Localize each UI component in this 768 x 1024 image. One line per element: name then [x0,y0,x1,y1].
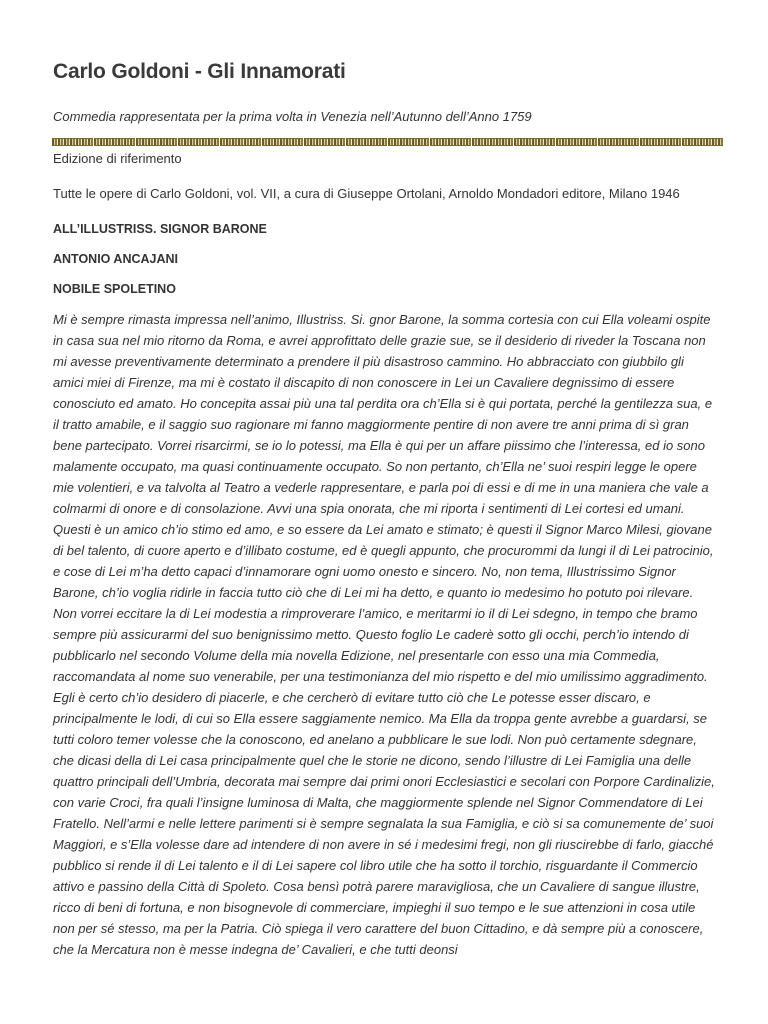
reference-citation: Tutte le opere di Carlo Goldoni, vol. VII, a cura di Giuseppe Ortolani, Arnoldo Mondadori editore, Milano 1946 [53,186,680,201]
ornament-segment [178,138,219,146]
page-title: Carlo Goldoni - Gli Innamorati [53,60,346,83]
ornament-segment [94,138,135,146]
ornament-segment [304,138,345,146]
ornament-segment [682,138,723,146]
ornament-segment [640,138,681,146]
ornament-segment [388,138,429,146]
subtitle: Commedia rappresentata per la prima volta in Venezia nell’Autunno dell’Anno 1759 [53,109,532,124]
ornamental-divider [52,138,723,146]
ornament-segment [346,138,387,146]
edition-label: Edizione di riferimento [53,151,182,166]
dedication-line-1: ALL’ILLUSTRISS. SIGNOR BARONE [53,222,267,236]
ornament-segment [556,138,597,146]
ornament-segment [220,138,261,146]
ornament-segment [472,138,513,146]
ornament-segment [430,138,471,146]
ornament-segment [52,138,93,146]
dedication-line-2: ANTONIO ANCAJANI [53,252,179,266]
ornament-segment [598,138,639,146]
dedication-line-3: NOBILE SPOLETINO [53,282,176,296]
ornament-segment [136,138,177,146]
ornament-segment [262,138,303,146]
ornament-segment [514,138,555,146]
dedication-letter-body: Mi è sempre rimasta impressa nell’animo, Illustriss. Si. gnor Barone, la somma cortesia con cui Ella voleami ospite in casa sua nel mio ritorno da Roma, e avrei approfittato delle grazie sue, se il desiderio di riveder la Toscana non mi avesse preventivamente determinato a prendere il più disastroso cammino. Ho abbracciato con giubbilo gli amici miei di Firenze, ma mi è costato il discapito di non conoscere in Lei un Cavaliere degnissimo di essere conosciuto ed amato. Ho concepita assai più una tal perdita ora ch’Ella si è qui portata, perché la gentilezza sua, e il tratto amabile, e il saggio suo ragionare mi fanno maggiormente pentire di non avere tre anni prima di sì gran bene partecipato. Vorrei risarcirmi, se io lo potessi, ma Ella è qui per un affare piissimo che l’interessa, ed io sono malamente occupato, ma quasi continuamente occupato. So non pertanto, ch’Ella ne’ suoi respiri legge le opere mie volentieri, e va talvolta al Teatro a vederle rappresentare, e parla poi di essi e di me in una maniera che vale a colmarmi di onore e di consolazione. Avvi una spia onorata, che mi riporta i sentimenti di Lei cortesi ed umani. Questi è un amico ch’io stimo ed amo, e so essere da Lei amato e stimato; è questi il Signor Marco Milesi, giovane di bel talento, di cuore aperto e d’illibato costume, ed è quegli appunto, che procurommi da lungi il di Lei patrocinio, e cose di Lei m’ha detto capaci d’innamorare ogni uomo onesto e sincero. No, non tema, Illustrissimo Signor Barone, ch’io voglia ridirle in faccia tutto ciò che di Lei mi ha detto, e quanto io medesimo ho potuto poi rilevare. Non vorrei eccitare la di Lei modestia a rimproverare l’amico, e meritarmi io il di Lei sdegno, in tempo che bramo sempre più assicurarmi del suo benignissimo metto. Questo foglio Le caderè sotto gli occhi, perch’io intendo di pubblicarlo nel secondo Volume della mia novella Edizione, nel presentarle con esso una mia Commedia, raccomandata al nome suo venerabile, per una testimonianza del mio rispetto e del mio umilissimo aggradimento. Egli è certo ch’io desidero di piacerle, e che cercherò di evitare tutto ciò che Le potesse esser discaro, e principalmente le lodi, di cui so Ella essere saggiamente nemico. Ma Ella da troppa gente avrebbe a guardarsi, se tutti coloro temer volesse che la conoscono, ed anelano a pubblicare le sue lodi. Non può certamente sdegnare, che dicasi della di Lei casa principalmente quel che le storie ne dicono, sendo l’illustre di Lei Famiglia una delle quattro principali dell’Umbria, decorata mai sempre dai primi onori Ecclesiastici e secolari con Porpore Cardinalizie, con varie Croci, fra quali l’insigne luminosa di Malta, che maggiormente splende nel Signor Commendatore di Lei Fratello. Nell’armi e nelle lettere parimenti si è sempre segnalata la sua Famiglia, e ciò si sa comunemente de’ suoi Maggiori, e s’Ella volesse dare ad intendere di non avere in sé i medesimi fregi, non gli riuscirebbe di farlo, giacché pubblico si rende il di Lei talento e il di Lei sapere col libro utile che ha sotto il torchio, risguardante il Commercio attivo e passino della Città di Spoleto. Cosa bensì potrà parere maravigliosa, che un Cavaliere di sangue illustre, ricco di beni di fortuna, e non bisognevole di commerciare, impieghi il suo tempo e le sue attenzioni in cosa utile non per sé stesso, ma per la Patria. Ciò spiega il vero carattere del buon Cittadino, e dà sempre più a conoscere, che la Mercatura non è messe indegna de’ Cavalieri, e che tutti deonsi [53,312,715,957]
